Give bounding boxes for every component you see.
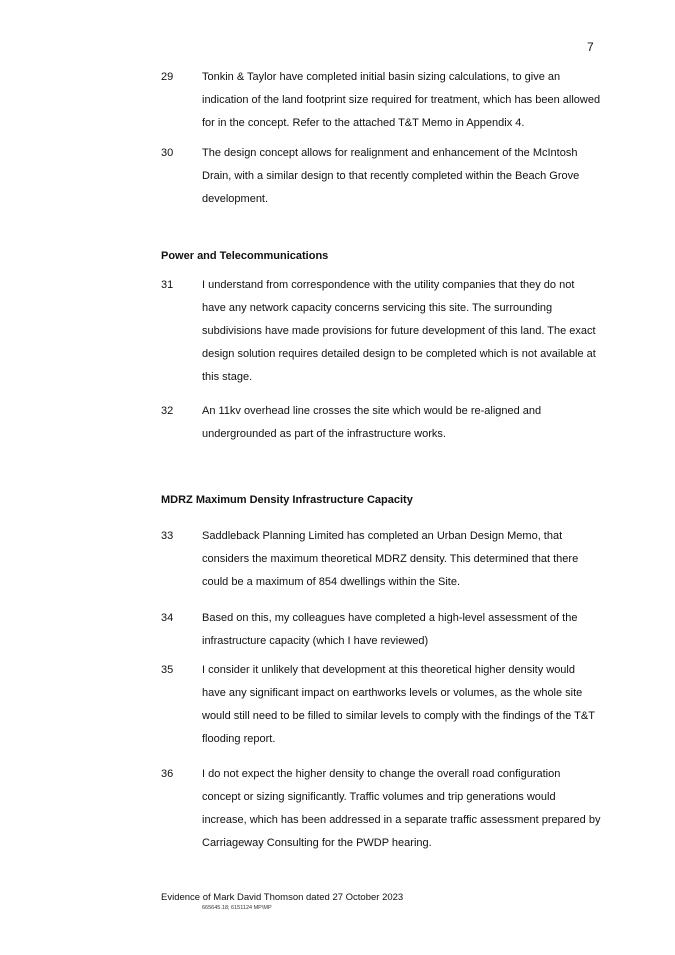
paragraph-31 xyxy=(161,274,601,389)
paragraph-30 xyxy=(161,142,601,211)
section-heading-power: Power and Telecommunications xyxy=(161,250,329,262)
paragraph-number: 33 xyxy=(161,530,174,542)
footer-text: Evidence of Mark David Thomson dated 27 October 2023 xyxy=(161,892,404,903)
paragraph-34 xyxy=(161,607,601,653)
paragraph-number: 35 xyxy=(161,664,174,676)
paragraph-text: I consider it unlikely that development at this theoretical higher density would have any significant impact on earthworks levels or volumes, as the whole site would still need to be filled to similar levels to comply with the findings of the T&T flooding report. xyxy=(202,664,595,745)
paragraph-number: 31 xyxy=(161,279,174,291)
paragraph-text: Tonkin & Taylor have completed initial basin sizing calculations, to give an indication of the land footprint size required for treatment, which has been allowed for in the concept. Refer to the attached T&T Memo in Appendix 4. xyxy=(202,71,601,129)
paragraph-text: An 11kv overhead line crosses the site which would be re-aligned and undergrounded as part of the infrastructure works. xyxy=(202,405,542,440)
paragraph-number: 29 xyxy=(161,71,174,83)
paragraph-number: 32 xyxy=(161,405,174,417)
paragraph-text: I understand from correspondence with the utility companies that they do not have any network capacity concerns servicing this site. The surrounding subdivisions have made provisions for future development of this land. The exact design solution requires detailed design to be completed which is not available at this stage. xyxy=(202,279,596,383)
paragraph-29 xyxy=(161,66,601,135)
paragraph-number: 34 xyxy=(161,612,174,624)
section-heading-mdrz: MDRZ Maximum Density Infrastructure Capacity xyxy=(161,494,413,506)
page-number: 7 xyxy=(587,40,594,54)
footer-reference: 665645.18; 6151124 MP\MP xyxy=(202,905,272,911)
paragraph-text: The design concept allows for realignment and enhancement of the McIntosh Drain, with a similar design to that recently completed within the Beach Grove development. xyxy=(202,147,580,205)
paragraph-text: Saddleback Planning Limited has completed an Urban Design Memo, that considers the maximum theoretical MDRZ density. This determined that there could be a maximum of 854 dwellings within the Site. xyxy=(202,530,579,588)
paragraph-33 xyxy=(161,525,601,594)
paragraph-number: 36 xyxy=(161,768,174,780)
paragraph-36 xyxy=(161,763,601,855)
paragraph-text: Based on this, my colleagues have completed a high-level assessment of the infrastructure capacity (which I have reviewed) xyxy=(202,612,578,647)
paragraph-number: 30 xyxy=(161,147,174,159)
paragraph-32 xyxy=(161,400,601,446)
paragraph-text: I do not expect the higher density to change the overall road configuration concept or sizing significantly. Traffic volumes and trip generations would increase, which has been addressed in a separate traffic assessment prepared by Carriageway Consulting for the PWDP hearing. xyxy=(202,768,601,849)
paragraph-35 xyxy=(161,659,601,751)
